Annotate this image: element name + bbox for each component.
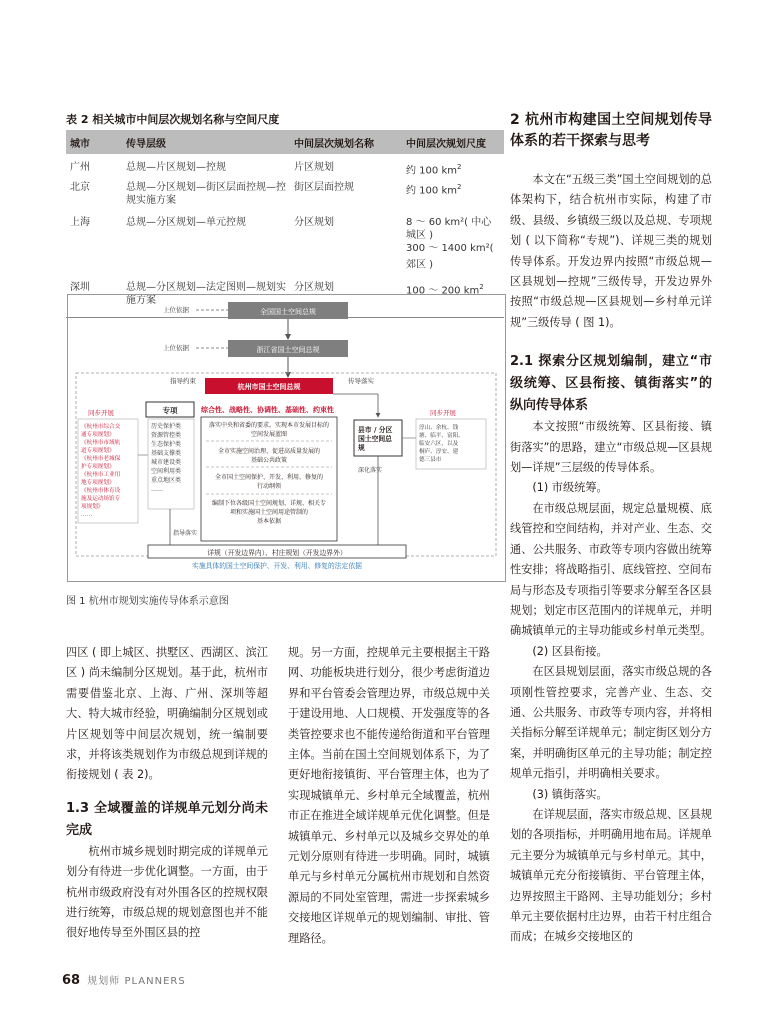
middle-column — [288, 643, 490, 949]
table-cell-level: 总规—分区规划—街区层面控规—控规实施方案 — [126, 182, 286, 207]
table-cell-level: 总规—分区规划—单元控规 — [126, 217, 246, 229]
principles-label: 综合性、战略性、协调性、基础性、约束性 — [201, 406, 334, 414]
table-cell-name: 分区规划 — [290, 274, 402, 318]
subheading-district-link: (2) 区县衔接。 — [532, 644, 608, 658]
right-paragraph-3: 在市级总规层面，规定总量规模、底线管控和空间结构，并对产业、生态、交通、公共服务、市政等专项内容做出统筹性安排；将战略指引、底线管控、空间布局与形态及专项指引等要求分解至各区县规划；划定市区范围内的详规单元，并明确城镇单元的主导功能或乡村单元类型。 — [510, 501, 712, 638]
county-plan-label: 县市 / 分区国土空间总规 — [358, 426, 393, 452]
table-row — [66, 154, 504, 179]
table-cell-name: 街区层面控规 — [294, 182, 354, 194]
table-header-level: 传导层级 — [122, 130, 290, 154]
table-cell-name: 片区规划 — [294, 162, 334, 173]
table-header-city: 城市 — [66, 130, 122, 154]
table-caption: 表 2 相关城市中间层次规划名称与空间尺度 — [66, 113, 280, 126]
table-header-name: 中间层次规划名称 — [290, 130, 402, 154]
table-cell-city: 广州 — [70, 162, 90, 173]
table-cell-scale: 约 100 $km^2$ — [406, 163, 462, 177]
label-transfer-implement: 传导落实 — [348, 377, 374, 385]
national-plan-label: 全国国土空间总规 — [260, 308, 316, 316]
special-plan-label: 专项 — [162, 406, 178, 415]
subheading-city-coordination: (1) 市级统筹。 — [532, 481, 608, 495]
center-statement-4: 编制下位各级国土空间规划、详规、相关专项和实施国土空间用途管制的基本依据 — [211, 500, 327, 525]
right-paragraph-5: 在详规层面，落实市级总规、区县规划的各项指标，并明确用地布局。详规单元主要分为城镇单元与乡村单元。其中，城镇单元充分衔接镇街、平台管理主体，边界按照主干路网、主导功能划分；乡村单元主要依据村庄边界，由若干村庄组合而成；在城乡交接地区的 — [510, 807, 712, 944]
right-paragraph-1: 本文在“五级三类”国土空间规划的总体架构下，结合杭州市实际，构建了市级、县级、乡镇级三级以及总规、专项规划 ( 以下简称“专规”)、详规三类的规划传导体系。开发边界内按照“市级总规—区县规划—控规”三级传导，开发边界外按照“市级总规—区县规划—乡村单元详规”三级传导 ( 图 1)。 — [510, 173, 712, 329]
table-cell-level: 总规—分区规划—法定图则—规划实施方案 — [122, 274, 290, 318]
right-paragraph-2: 本文按照“市级统筹、区县衔接、镇街落实”的思路，建立“市级总规—区县规划—详规”三层级的传导体系。 — [510, 420, 712, 475]
figure-caption: 图 1 杭州市规划实施传导体系示意图 — [66, 596, 229, 607]
label-guide-constraint: 指导约束 — [170, 377, 196, 385]
bottom-statement: 实施具体的国土空间保护、开发、利用、修复的法定依据 — [192, 562, 362, 570]
table-header-scale: 中间层次规划尺度 — [402, 130, 504, 154]
city-master-plan-label: 杭州市国土空间总规 — [237, 383, 301, 391]
table-cell-city: 上海 — [70, 217, 90, 229]
table-cell-level: 总规—片区规划—控规 — [126, 162, 226, 173]
right-column — [510, 110, 712, 948]
page-footer — [62, 972, 186, 988]
label-sync-right: 同步开展 — [430, 409, 456, 417]
left-column — [66, 643, 268, 944]
magazine-name: 规划师 PLANNERS — [87, 976, 186, 987]
center-statement-2: 全市实施空间治理、促进高质量发展的基础公共政策 — [217, 448, 321, 464]
table-row — [66, 209, 504, 273]
label-guide-implement: 指导落实 — [173, 530, 198, 537]
table-cell-name: 分区规划 — [294, 217, 334, 229]
table-cell-scale: 100 ～ 200 $km^2$ — [402, 274, 504, 318]
label-sync-left: 同步开展 — [88, 409, 114, 417]
right-paragraph-4: 在区县规划层面，落实市级总规的各项刚性管控要求，完善产业、生态、交通、公共服务、市政等专项内容，并将相关指标分解至详规单元；制定街区划分方案，并明确街区单元的主导功能；制定控规单元指引，并明确相关要求。 — [510, 665, 712, 781]
subheading-town-implement: (3) 镇街落实。 — [532, 787, 608, 801]
provincial-plan-label: 浙江省国土空间总规 — [256, 346, 320, 354]
table-row — [66, 179, 504, 209]
left-special-list: 《杭州市综合交通专项规划》 《杭州市市域轨道专项规划》 《杭州市老城保护专项规划》 《杭州市工业用地专项规划》 《杭州市体育设施及运动场馆专 项规划》…… — [81, 424, 121, 518]
center-statement-1: 落实中央和省委的要求，实现本市发展目标的空间发展蓝图 — [208, 422, 330, 438]
label-upper-basis-2: 上位依据 — [163, 344, 189, 352]
figure-1 — [67, 294, 506, 582]
figure-diagram — [68, 295, 505, 581]
special-category-list: 历史保护类资源管控类 生态保护类基础支撑类 城市建设类空间利用类 重点地区类…… — [151, 423, 182, 493]
left-paragraph-2: 杭州市城乡规划时期完成的详规单元划分有待进一步优化调整。一方面，由于杭州市级政府没有对外围各区的控规权限进行统筹，市级总规的规划意图也并不能很好地传导至外围区县的控 — [66, 844, 268, 940]
table-cell-scale: 8 ～ 60 km²( 中心城区 ) 300 ～ 1400 km²( 郊区 ) — [406, 217, 494, 271]
left-paragraph-1: 四区 ( 即上城区、拱墅区、西湖区、滨江区 ) 尚未编制分区规划。基于此，杭州市需要借鉴北京、上海、广州、深圳等超大、特大城市经验，明确编制分区规划或片区规划等中间层次规划，统一编制要求，并将该类规划作为市级总规到详规的衔接规划 ( 表 2)。 — [66, 646, 268, 782]
label-upper-basis-1: 上位依据 — [163, 306, 189, 314]
table-cell-city: 深圳 — [66, 274, 122, 318]
table-cell-scale: 约 100 $km^2$ — [406, 183, 462, 197]
table-2 — [66, 130, 504, 318]
page-number: 68 — [62, 973, 81, 988]
section-heading-2: 2 杭州市构建国土空间规划传导体系的若干探索与思考 — [510, 112, 712, 149]
table-cell-city: 北京 — [70, 182, 90, 194]
detail-plan-label: 详规（开发边界内）、村庄规划（开发边界外） — [207, 549, 347, 557]
county-list: 淳山、余杭、钱塘、临平、富阳、 临安六区，以及桐庐、淳安、建德三县市 — [419, 425, 464, 463]
label-deepen: 深化落实 — [358, 467, 383, 474]
section-heading-2-1: 2.1 探索分区规划编制，建立“市级统筹、区县衔接、镇街落实”的纵向传导体系 — [510, 354, 712, 414]
middle-paragraph-1: 规。另一方面，控规单元主要根据主干路网、功能板块进行划分，很少考虑街道边界和平台管委会管理边界，市级总规中关于建设用地、人口规模、开发强度等的各类管控要求也不能传递给街道和平台管理主体。当前在国土空间规划体系下，为了更好地衔接镇街、平台管理主体，也为了实现城镇单元、乡村单元全域覆盖，杭州市正在推进全域详规单元优化调整。但是城镇单元、乡村单元以及城乡交界处的单元划分原则有待进一步明确。同时，城镇单元与乡村单元分属杭州市规划和自然资源局的不同处室管理，需进一步探索城乡交接地区详规单元的规划编制、审批、管理路径。 — [288, 646, 490, 945]
center-statement-3: 全市国土空间保护、开发、利用、修复的行动纲领 — [214, 474, 324, 490]
section-heading-1-3: 1.3 全域覆盖的详规单元划分尚未完成 — [66, 800, 268, 838]
table-header-row — [66, 130, 504, 154]
